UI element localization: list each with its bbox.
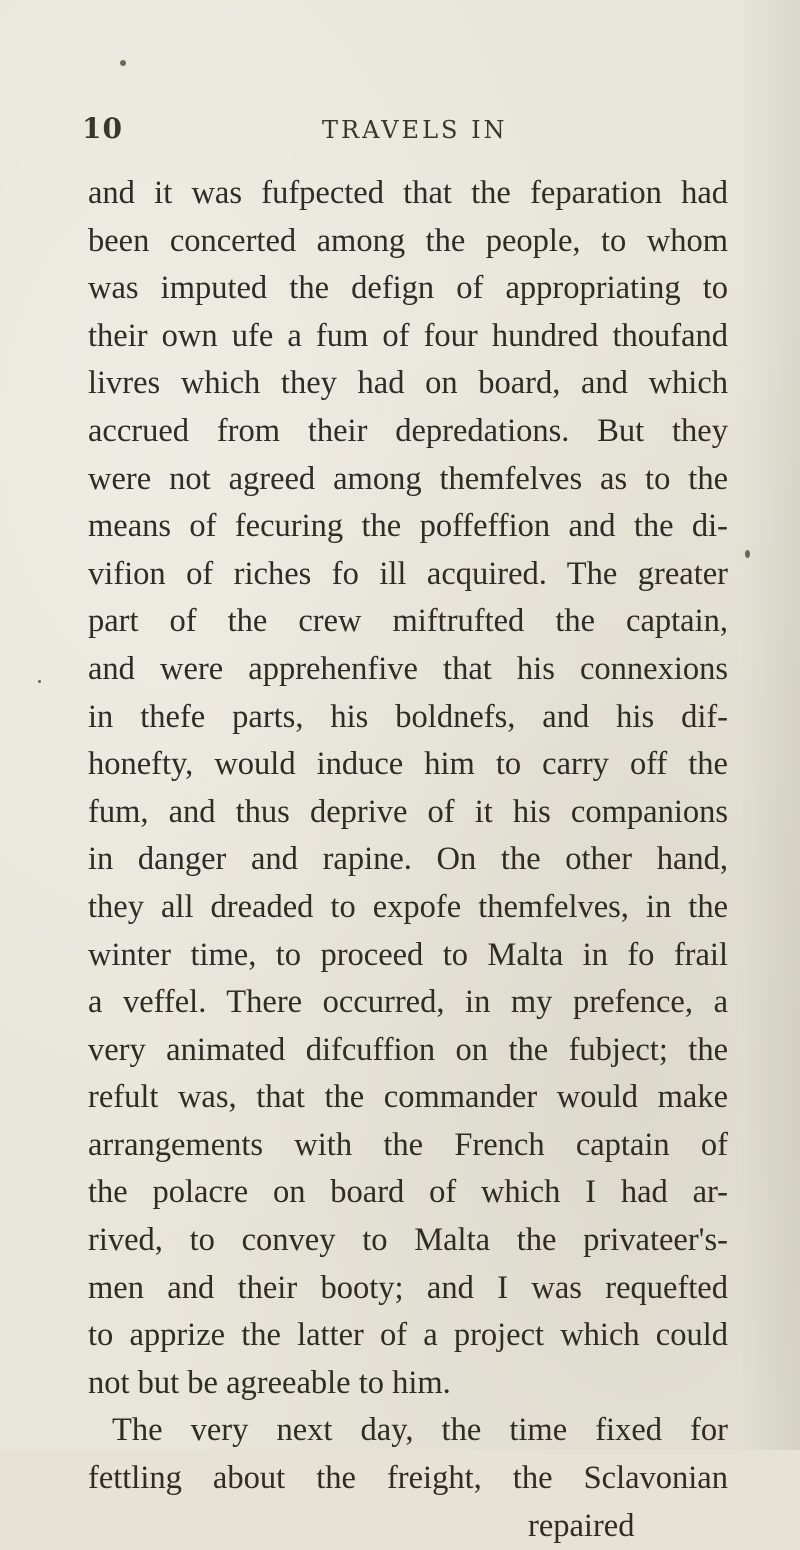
text-line: been concerted among the people, to whom — [88, 222, 728, 259]
ink-speck — [38, 680, 41, 683]
text-line: the polacre on board of which I had ar- — [88, 1174, 728, 1211]
text-line: were not agreed among themfelves as to the — [88, 460, 728, 497]
text-line: men and their booty; and I was requefted — [88, 1269, 728, 1306]
paragraph-end-line: not but be agreeable to him. — [88, 1364, 451, 1401]
text-line: arrangements with the French captain of — [88, 1126, 728, 1163]
text-line: winter time, to proceed to Malta in fo frail — [88, 936, 728, 973]
text-line: fum, and thus deprive of it his companions — [88, 793, 728, 830]
text-line: refult was, that the commander would make — [88, 1079, 728, 1116]
body-text — [88, 170, 728, 1550]
text-line: fettling about the freight, the Sclavonian — [88, 1460, 728, 1497]
ink-speck — [745, 550, 750, 558]
ink-speck — [120, 60, 126, 66]
running-head: TRAVELS IN — [322, 116, 508, 144]
text-line: in thefe parts, his boldnefs, and his dif- — [88, 698, 728, 735]
text-line: a veffel. There occurred, in my prefence, a — [88, 984, 728, 1021]
text-line: and were apprehenfive that his connexions — [88, 650, 728, 687]
text-line: vifion of riches fo ill acquired. The greater — [88, 555, 728, 592]
page-number: 10 — [82, 112, 123, 145]
text-line: in danger and rapine. On the other hand, — [88, 841, 728, 878]
paragraph-start-line: The very next day, the time fixed for — [112, 1412, 728, 1449]
text-line: rived, to convey to Malta the privateer's- — [88, 1222, 728, 1259]
text-line: was imputed the defign of appropriating to — [88, 270, 728, 307]
text-line: very animated difcuffion on the fubject; the — [88, 1031, 728, 1068]
text-line: livres which they had on board, and which — [88, 365, 728, 402]
text-line: and it was fufpected that the feparation had — [88, 175, 728, 211]
text-line: honefty, would induce him to carry off the — [88, 746, 728, 783]
page-edge-shadow — [740, 0, 800, 1450]
text-line: means of fecuring the poffeffion and the di- — [88, 508, 728, 545]
page-header — [82, 112, 682, 156]
text-line: to apprize the latter of a project which could — [88, 1317, 728, 1354]
text-line: part of the crew miftrufted the captain, — [88, 603, 728, 640]
text-line: accrued from their depredations. But they — [88, 412, 728, 449]
text-line: their own ufe a fum of four hundred thoufand — [88, 317, 728, 354]
text-line: they all dreaded to expofe themfelves, in the — [88, 888, 728, 925]
catchword: repaired — [528, 1507, 635, 1544]
